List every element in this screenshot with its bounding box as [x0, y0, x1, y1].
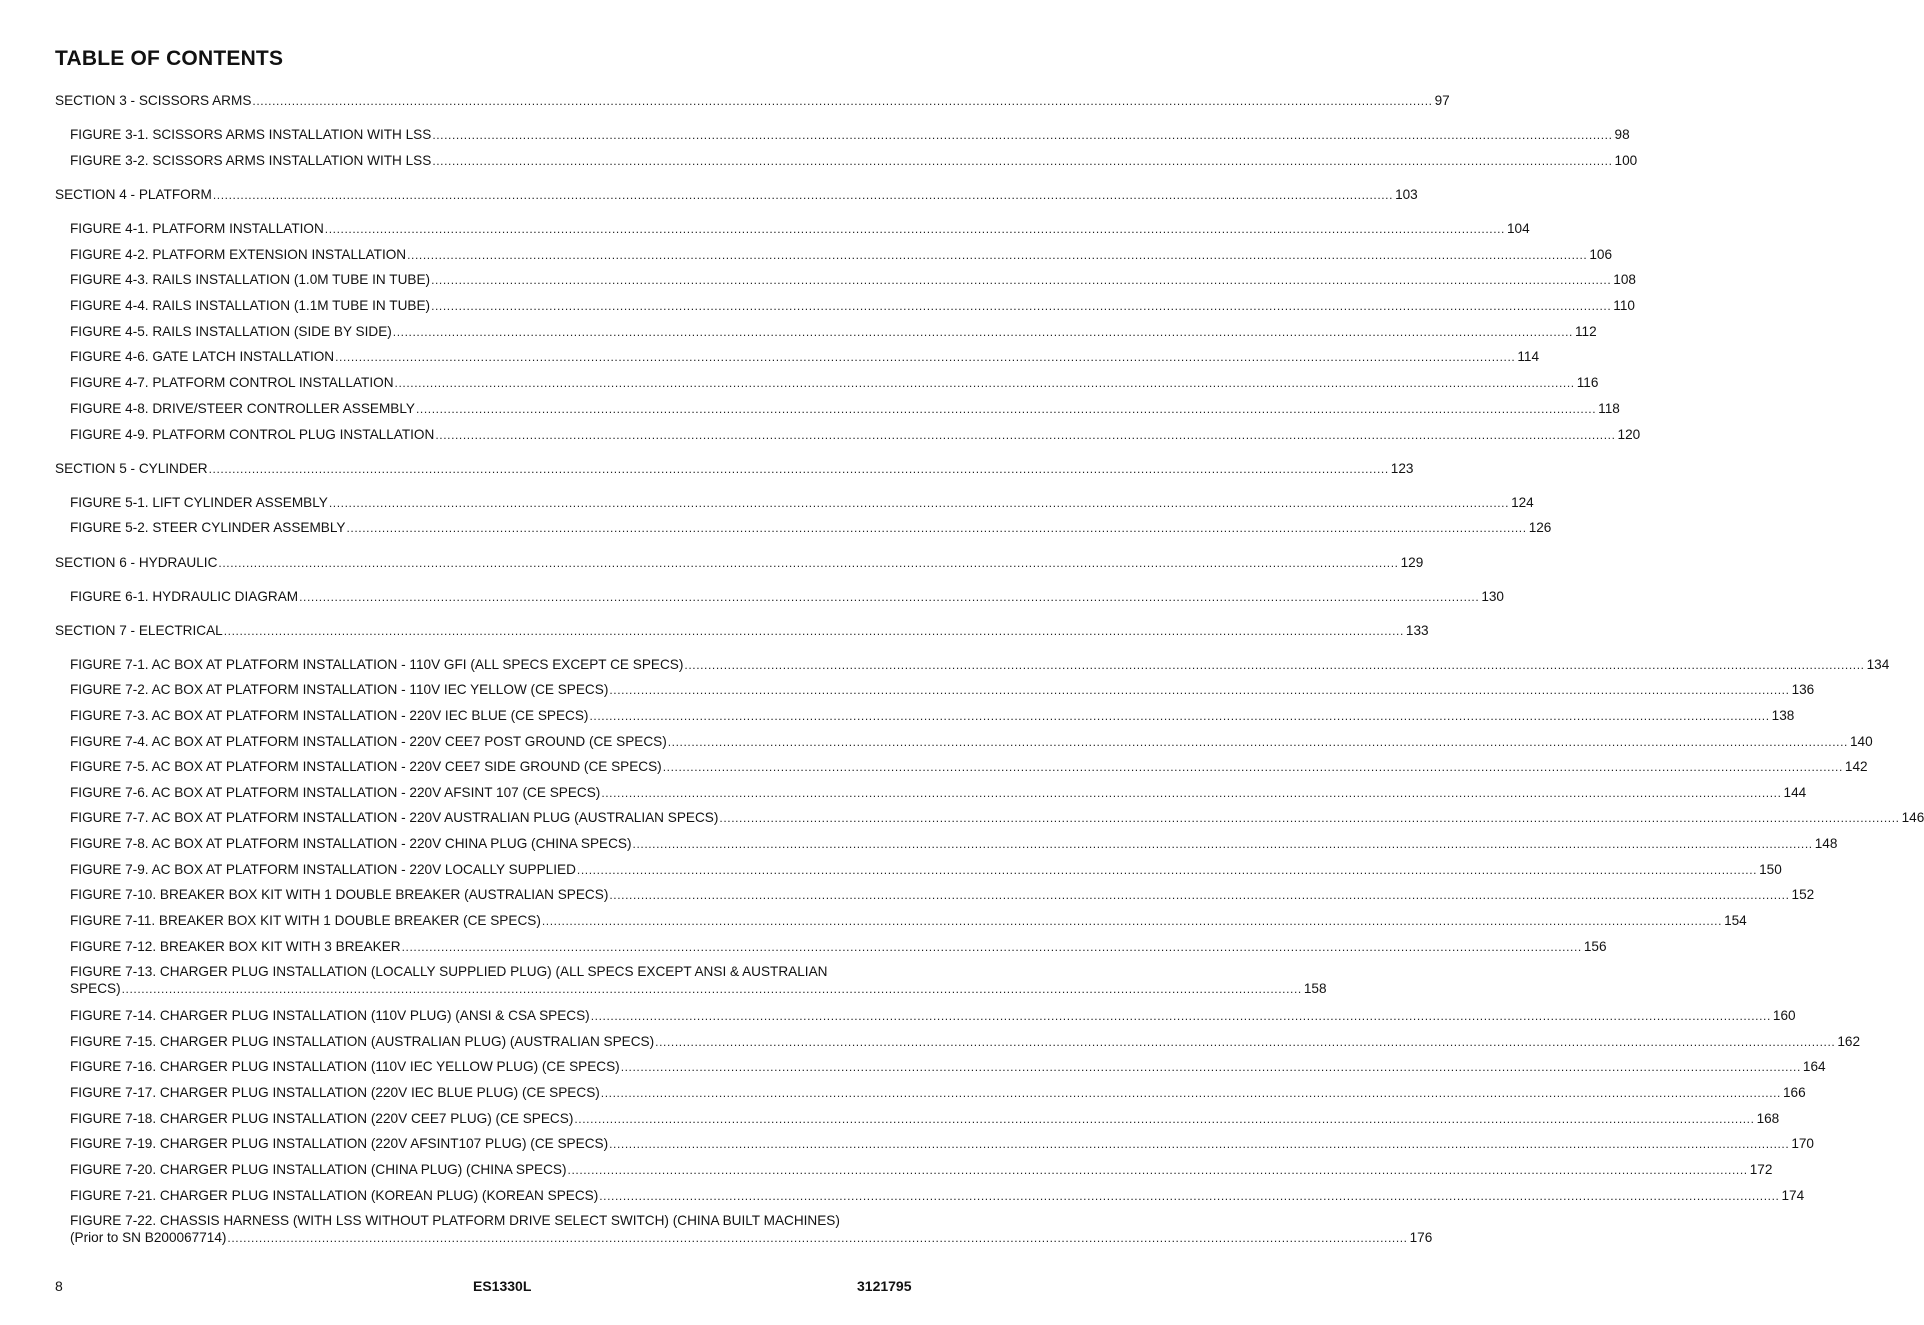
toc-figure-entry[interactable] [0, 374, 1599, 392]
dot-leader: ............................................................................................................................................................................................................................................................................................................ [415, 402, 1597, 416]
dot-leader: ............................................................................................................................................................................................................................................................................................................ [599, 1189, 1780, 1203]
toc-figure-entry[interactable] [0, 1007, 1796, 1025]
dot-leader: ............................................................................................................................................................................................................................................................................................................ [567, 1163, 1748, 1177]
toc-page-number: 126 [1528, 520, 1552, 535]
toc-page-number: 168 [1756, 1111, 1780, 1126]
toc-page-number: 110 [1613, 298, 1635, 313]
toc-page-number: 116 [1576, 375, 1599, 390]
toc-entry-title: SECTION 5 - CYLINDER [55, 461, 208, 476]
dot-leader: ............................................................................................................................................................................................................................................................................................................ [394, 376, 1575, 390]
toc-figure-entry[interactable] [0, 494, 1534, 512]
dot-leader: ............................................................................................................................................................................................................................................................................................................ [407, 248, 1588, 262]
toc-page-number: 152 [1791, 887, 1815, 902]
dot-leader: ............................................................................................................................................................................................................................................................................................................ [620, 1060, 1801, 1074]
toc-figure-entry[interactable] [0, 681, 1815, 699]
dot-leader: ............................................................................................................................................................................................................................................................................................................ [212, 188, 1394, 202]
dot-leader: ............................................................................................................................................................................................................................................................................................................ [684, 658, 1865, 672]
toc-page-number: 97 [1434, 93, 1450, 108]
footer-document-number: 3121795 [857, 1278, 912, 1294]
footer-page-number: 8 [55, 1278, 63, 1294]
toc-entry-title: FIGURE 4-3. RAILS INSTALLATION (1.0M TUBE IN TUBE) [70, 272, 431, 287]
toc-page-number: 138 [1771, 708, 1795, 723]
toc-page-number: 100 [1614, 153, 1638, 168]
toc-page-number: 104 [1507, 221, 1530, 236]
dot-leader: ............................................................................................................................................................................................................................................................................................................ [431, 299, 1612, 313]
toc-entry-title: FIGURE 7-16. CHARGER PLUG INSTALLATION (110V IEC YELLOW PLUG) (CE SPECS) [70, 1059, 620, 1074]
toc-page-number: 136 [1791, 682, 1815, 697]
dot-leader: ............................................................................................................................................................................................................................................................................................................ [435, 428, 1616, 442]
toc-figure-entry[interactable] [0, 784, 1807, 802]
toc-figure-entry[interactable] [0, 809, 1924, 827]
toc-figure-entry[interactable] [0, 1212, 1433, 1245]
dot-leader: ............................................................................................................................................................................................................................................................................................................ [299, 590, 1480, 604]
toc-entry-title: FIGURE 7-1. AC BOX AT PLATFORM INSTALLATION - 110V GFI (ALL SPECS EXCEPT CE SPECS) [70, 657, 684, 672]
toc-entry-title: FIGURE 7-5. AC BOX AT PLATFORM INSTALLATION - 220V CEE7 SIDE GROUND (CE SPECS) [70, 759, 662, 774]
toc-entry-title: FIGURE 7-10. BREAKER BOX KIT WITH 1 DOUBLE BREAKER (AUSTRALIAN SPECS) [70, 887, 609, 902]
toc-page-number: 134 [1866, 657, 1890, 672]
toc-page-number: 144 [1783, 785, 1807, 800]
toc-entry-title: FIGURE 4-5. RAILS INSTALLATION (SIDE BY SIDE) [70, 324, 392, 339]
dot-leader: ............................................................................................................................................................................................................................................................................................................ [609, 683, 1790, 697]
toc-page-number: 108 [1613, 272, 1636, 287]
dot-leader: ............................................................................................................................................................................................................................................................................................................ [121, 982, 1302, 996]
toc-entry-title: FIGURE 6-1. HYDRAULIC DIAGRAM [70, 589, 299, 604]
toc-figure-entry[interactable] [0, 963, 1327, 996]
toc-figure-entry[interactable] [0, 733, 1873, 751]
toc-page-number: 123 [1390, 461, 1414, 476]
dot-leader: ............................................................................................................................................................................................................................................................................................................ [601, 786, 1782, 800]
toc-figure-entry[interactable] [0, 912, 1747, 930]
toc-entry-title: SECTION 4 - PLATFORM [55, 187, 212, 202]
toc-page-number: 174 [1781, 1188, 1805, 1203]
dot-leader: ............................................................................................................................................................................................................................................................................................................ [590, 1009, 1771, 1023]
toc-page-number: 140 [1849, 734, 1873, 749]
dot-leader: ............................................................................................................................................................................................................................................................................................................ [346, 521, 1527, 535]
dot-leader: ............................................................................................................................................................................................................................................................................................................ [662, 760, 1843, 774]
dot-leader: ............................................................................................................................................................................................................................................................................................................ [401, 940, 1582, 954]
toc-entry-title: FIGURE 7-3. AC BOX AT PLATFORM INSTALLATION - 220V IEC BLUE (CE SPECS) [70, 708, 589, 723]
toc-figure-entry[interactable] [0, 588, 1504, 606]
toc-entry-title: FIGURE 7-4. AC BOX AT PLATFORM INSTALLATION - 220V CEE7 POST GROUND (CE SPECS) [70, 734, 667, 749]
footer-model-name: ES1330L [473, 1278, 532, 1294]
toc-figure-entry[interactable] [0, 938, 1607, 956]
toc-page-number: 164 [1802, 1059, 1826, 1074]
toc-entry-title: FIGURE 4-4. RAILS INSTALLATION (1.1M TUBE IN TUBE) [70, 298, 431, 313]
toc-entry-title: FIGURE 7-11. BREAKER BOX KIT WITH 1 DOUBLE BREAKER (CE SPECS) [70, 913, 541, 928]
toc-entry-title: FIGURE 7-15. CHARGER PLUG INSTALLATION (AUSTRALIAN PLUG) (AUSTRALIAN SPECS) [70, 1034, 655, 1049]
toc-figure-entry[interactable] [0, 1161, 1773, 1179]
toc-page-number: 118 [1598, 401, 1620, 416]
dot-leader: ............................................................................................................................................................................................................................................................................................................ [576, 863, 1758, 877]
dot-leader: ............................................................................................................................................................................................................................................................................................................ [223, 624, 1404, 638]
dot-leader: ............................................................................................................................................................................................................................................................................................................ [432, 128, 1613, 142]
toc-figure-entry[interactable] [0, 1033, 1861, 1051]
toc-section-entry[interactable] [0, 622, 1429, 640]
dot-leader: ............................................................................................................................................................................................................................................................................................................ [227, 1231, 1408, 1245]
toc-entry-title: FIGURE 7-13. CHARGER PLUG INSTALLATION (LOCALLY SUPPLIED PLUG) (ALL SPECS EXCEPT ANSI & AUSTRALIAN [70, 964, 828, 979]
toc-entry-title: SECTION 7 - ELECTRICAL [55, 623, 223, 638]
toc-page-number: 170 [1791, 1136, 1814, 1151]
toc-entry-title: FIGURE 7-9. AC BOX AT PLATFORM INSTALLATION - 220V LOCALLY SUPPLIED [70, 862, 576, 877]
toc-figure-entry[interactable] [0, 220, 1530, 238]
toc-page-number: 158 [1303, 981, 1327, 996]
toc-entry-title-continuation: SPECS) [70, 981, 121, 996]
toc-page-number: 154 [1724, 913, 1747, 928]
toc-figure-entry[interactable] [0, 835, 1838, 853]
dot-leader: ............................................................................................................................................................................................................................................................................................................ [208, 462, 1389, 476]
toc-entry-title: FIGURE 3-1. SCISSORS ARMS INSTALLATION WITH LSS [70, 127, 432, 142]
dot-leader: ............................................................................................................................................................................................................................................................................................................ [432, 154, 1613, 168]
toc-entry-title: FIGURE 4-7. PLATFORM CONTROL INSTALLATION [70, 375, 394, 390]
toc-entry-title: FIGURE 7-17. CHARGER PLUG INSTALLATION (220V IEC BLUE PLUG) (CE SPECS) [70, 1085, 600, 1100]
toc-figure-entry[interactable] [0, 126, 1630, 144]
toc-figure-entry[interactable] [0, 1058, 1826, 1076]
toc-figure-entry[interactable] [0, 246, 1613, 264]
toc-page-number: 172 [1749, 1162, 1773, 1177]
dot-leader: ............................................................................................................................................................................................................................................................................................................ [589, 709, 1770, 723]
page-title: TABLE OF CONTENTS [55, 47, 284, 70]
toc-page-number: 130 [1481, 589, 1504, 604]
dot-leader: ............................................................................................................................................................................................................................................................................................................ [609, 1137, 1790, 1151]
dot-leader: ............................................................................................................................................................................................................................................................................................................ [719, 811, 1900, 825]
toc-section-entry[interactable] [0, 92, 1450, 110]
toc-page-number: 98 [1614, 127, 1630, 142]
toc-figure-entry[interactable] [0, 758, 1868, 776]
toc-entry-title: FIGURE 7-6. AC BOX AT PLATFORM INSTALLATION - 220V AFSINT 107 (CE SPECS) [70, 785, 601, 800]
toc-page-number: 160 [1772, 1008, 1796, 1023]
toc-page-number: 114 [1517, 349, 1539, 364]
toc-entry-title: FIGURE 5-1. LIFT CYLINDER ASSEMBLY [70, 495, 328, 510]
dot-leader: ............................................................................................................................................................................................................................................................................................................ [218, 556, 1399, 570]
toc-figure-entry[interactable] [0, 886, 1815, 904]
toc-section-entry[interactable] [0, 186, 1418, 204]
toc-entry-title: SECTION 3 - SCISSORS ARMS [55, 93, 252, 108]
toc-figure-entry[interactable] [0, 1187, 1805, 1205]
toc-page-number: 124 [1511, 495, 1534, 510]
toc-page-number: 133 [1405, 623, 1429, 638]
toc-figure-entry[interactable] [0, 348, 1539, 366]
toc-figure-entry[interactable] [0, 400, 1620, 418]
toc-figure-entry[interactable] [0, 323, 1597, 341]
toc-figure-entry[interactable] [0, 271, 1636, 289]
dot-leader: ............................................................................................................................................................................................................................................................................................................ [252, 94, 1433, 108]
toc-entry-title: FIGURE 7-19. CHARGER PLUG INSTALLATION (220V AFSINT107 PLUG) (CE SPECS) [70, 1136, 609, 1151]
toc-figure-entry[interactable] [0, 707, 1795, 725]
dot-leader: ............................................................................................................................................................................................................................................................................................................ [328, 496, 1510, 510]
dot-leader: ............................................................................................................................................................................................................................................................................................................ [392, 325, 1573, 339]
toc-page-number: 148 [1814, 836, 1838, 851]
toc-entry-title: FIGURE 7-21. CHARGER PLUG INSTALLATION (KOREAN PLUG) (KOREAN SPECS) [70, 1188, 599, 1203]
toc-figure-entry[interactable] [0, 152, 1638, 170]
toc-entry-title: FIGURE 4-6. GATE LATCH INSTALLATION [70, 349, 335, 364]
toc-page-number: 146 [1901, 810, 1924, 825]
dot-leader: ............................................................................................................................................................................................................................................................................................................ [655, 1035, 1836, 1049]
toc-page-number: 106 [1589, 247, 1613, 262]
toc-section-entry[interactable] [0, 554, 1424, 572]
toc-figure-entry[interactable] [0, 426, 1641, 444]
toc-entry-title: FIGURE 7-2. AC BOX AT PLATFORM INSTALLATION - 110V IEC YELLOW (CE SPECS) [70, 682, 609, 697]
toc-entry-title: FIGURE 7-18. CHARGER PLUG INSTALLATION (220V CEE7 PLUG) (CE SPECS) [70, 1111, 574, 1126]
dot-leader: ............................................................................................................................................................................................................................................................................................................ [431, 273, 1612, 287]
dot-leader: ............................................................................................................................................................................................................................................................................................................ [324, 222, 1505, 236]
toc-page-number: 120 [1617, 427, 1641, 442]
toc-entry-title: FIGURE 7-7. AC BOX AT PLATFORM INSTALLATION - 220V AUSTRALIAN PLUG (AUSTRALIAN SPECS) [70, 810, 719, 825]
dot-leader: ............................................................................................................................................................................................................................................................................................................ [632, 837, 1813, 851]
toc-page-number: 112 [1575, 324, 1597, 339]
toc-entry-title: FIGURE 4-2. PLATFORM EXTENSION INSTALLATION [70, 247, 407, 262]
toc-page-number: 176 [1409, 1230, 1433, 1245]
toc-entry-title: FIGURE 7-20. CHARGER PLUG INSTALLATION (CHINA PLUG) (CHINA SPECS) [70, 1162, 567, 1177]
dot-leader: ............................................................................................................................................................................................................................................................................................................ [574, 1112, 1755, 1126]
dot-leader: ............................................................................................................................................................................................................................................................................................................ [667, 735, 1848, 749]
toc-entry-title: FIGURE 7-12. BREAKER BOX KIT WITH 3 BREAKER [70, 939, 401, 954]
dot-leader: ............................................................................................................................................................................................................................................................................................................ [335, 350, 1516, 364]
dot-leader: ............................................................................................................................................................................................................................................................................................................ [541, 914, 1723, 928]
toc-entry-title: SECTION 6 - HYDRAULIC [55, 555, 218, 570]
toc-entry-title: FIGURE 4-1. PLATFORM INSTALLATION [70, 221, 324, 236]
toc-figure-entry[interactable] [0, 1135, 1814, 1153]
toc-entry-title: FIGURE 7-22. CHASSIS HARNESS (WITH LSS WITHOUT PLATFORM DRIVE SELECT SWITCH) (CHINA BUILT MACHINES) [70, 1213, 840, 1228]
toc-page-number: 142 [1844, 759, 1868, 774]
toc-page-number: 156 [1583, 939, 1607, 954]
toc-entry-title-continuation: (Prior to SN B200067714) [70, 1230, 227, 1245]
toc-figure-entry[interactable] [0, 1084, 1806, 1102]
toc-page-number: 162 [1837, 1034, 1861, 1049]
toc-entry-title: FIGURE 3-2. SCISSORS ARMS INSTALLATION WITH LSS [70, 153, 432, 168]
toc-page-number: 166 [1783, 1085, 1806, 1100]
toc-page-number: 150 [1759, 862, 1782, 877]
toc-figure-entry[interactable] [0, 297, 1635, 315]
toc-figure-entry[interactable] [0, 861, 1782, 879]
dot-leader: ............................................................................................................................................................................................................................................................................................................ [600, 1086, 1781, 1100]
toc-entry-title: FIGURE 5-2. STEER CYLINDER ASSEMBLY [70, 520, 346, 535]
dot-leader: ............................................................................................................................................................................................................................................................................................................ [609, 888, 1790, 902]
toc-figure-entry[interactable] [0, 1110, 1780, 1128]
toc-figure-entry[interactable] [0, 519, 1552, 537]
toc-entry-title: FIGURE 4-8. DRIVE/STEER CONTROLLER ASSEMBLY [70, 401, 415, 416]
toc-entry-title: FIGURE 7-8. AC BOX AT PLATFORM INSTALLATION - 220V CHINA PLUG (CHINA SPECS) [70, 836, 632, 851]
toc-section-entry[interactable] [0, 460, 1414, 478]
toc-entry-title: FIGURE 7-14. CHARGER PLUG INSTALLATION (110V PLUG) (ANSI & CSA SPECS) [70, 1008, 590, 1023]
toc-page-number: 103 [1395, 187, 1418, 202]
toc-entry-title: FIGURE 4-9. PLATFORM CONTROL PLUG INSTALLATION [70, 427, 435, 442]
toc-figure-entry[interactable] [0, 656, 1890, 674]
toc-page-number: 129 [1400, 555, 1424, 570]
